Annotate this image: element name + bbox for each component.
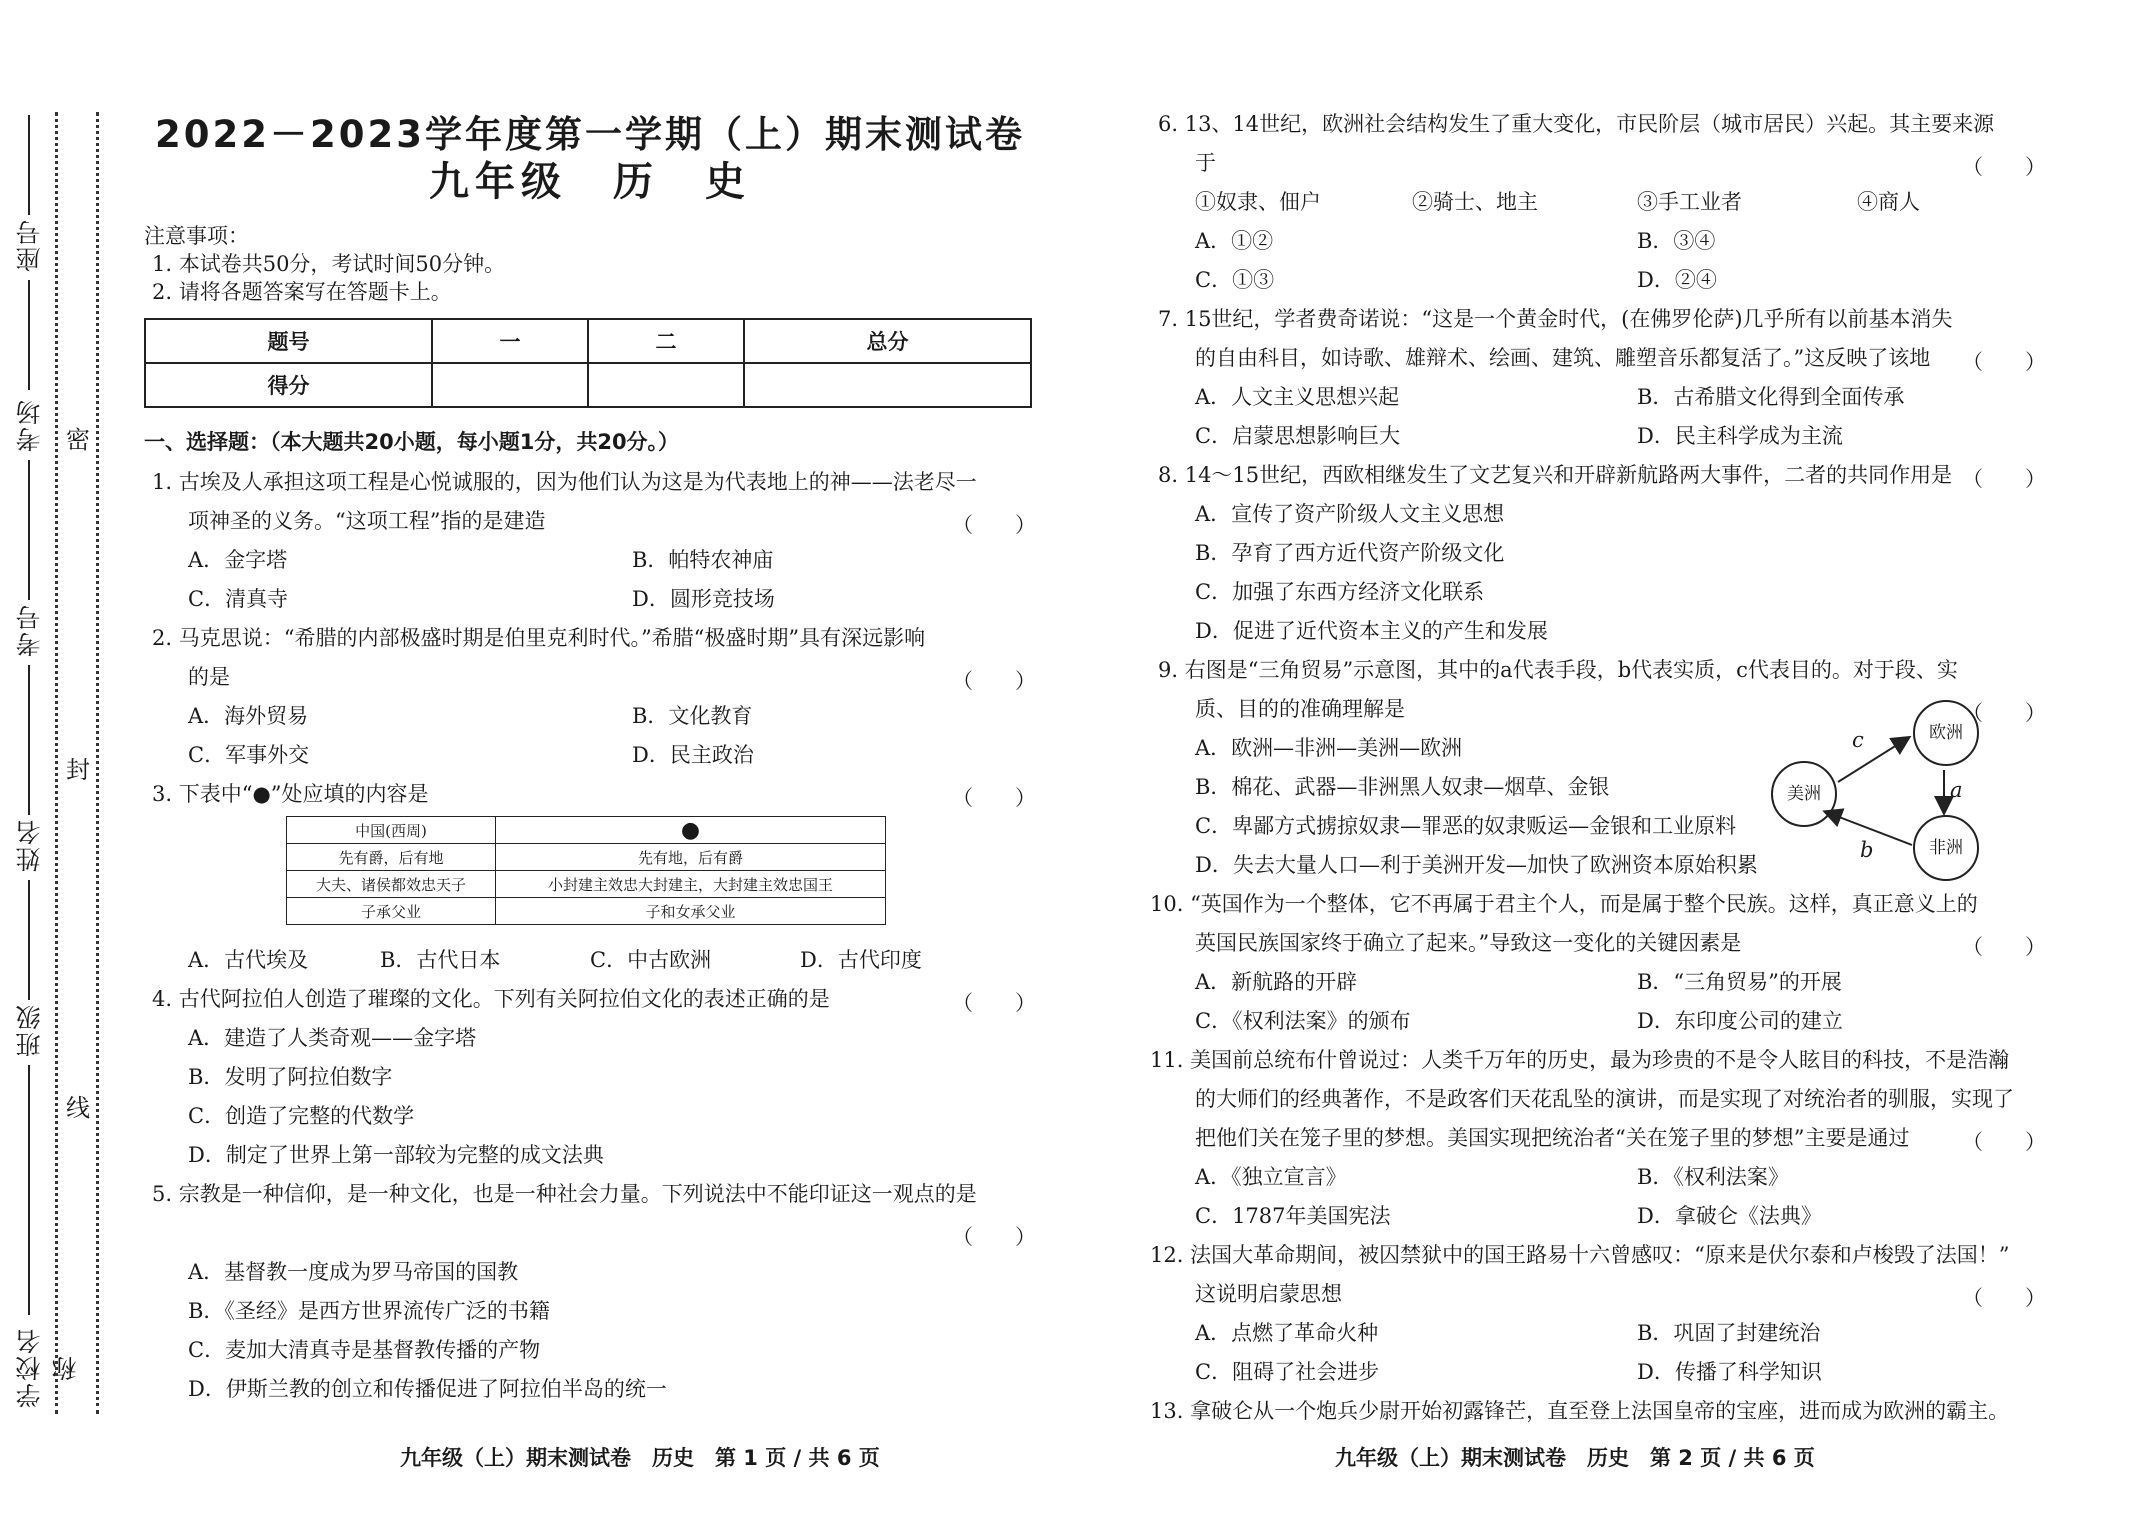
seat-number-label: 座号 — [15, 218, 44, 272]
table-cell: 子和女承父业 — [496, 898, 886, 925]
question-text: 的是 — [188, 665, 230, 689]
label-c: c — [1852, 728, 1864, 752]
seal-char-xian: 线 — [66, 1094, 90, 1122]
option: C．军事外交 — [188, 743, 310, 767]
question-text: 1. 古埃及人承担这项工程是心悦诚服的，因为他们认为这是为代表地上的神——法老尽一 — [152, 470, 977, 494]
option: D．古代印度 — [800, 948, 922, 972]
option: C．1787年美国宪法 — [1195, 1204, 1391, 1228]
option: B．发明了阿拉伯数字 — [188, 1065, 393, 1089]
table-cell: 大夫、诸侯都效忠天子 — [287, 871, 496, 898]
option: D．制定了世界上第一部较为完整的成文法典 — [188, 1143, 604, 1167]
option: C．中古欧洲 — [590, 948, 712, 972]
option: B．帕特农神庙 — [632, 548, 774, 572]
table-cell: 中国(西周) — [287, 817, 496, 844]
notice-heading: 注意事项： — [144, 224, 249, 248]
option: A．建造了人类奇观——金字塔 — [188, 1026, 477, 1050]
option: ④商人 — [1857, 190, 1920, 214]
option: A．新航路的开辟 — [1195, 970, 1358, 994]
option: ②骑士、地主 — [1412, 190, 1538, 214]
answer-bracket: （ ） — [1962, 935, 2046, 959]
score-row-label: 得分 — [145, 363, 432, 407]
table-cell: 先有地，后有爵 — [496, 844, 886, 871]
binding-line — [28, 280, 30, 390]
table-cell: 小封建主效忠大封建主，大封建主效忠国王 — [496, 871, 886, 898]
question-text: 4. 古代阿拉伯人创造了璀璨的文化。下列有关阿拉伯文化的表述正确的是 — [152, 987, 830, 1011]
table-cell: 先有爵，后有地 — [287, 844, 496, 871]
label-b: b — [1860, 838, 1874, 862]
node-america: 美洲 — [1771, 761, 1837, 827]
option: A．欧洲—非洲—美洲—欧洲 — [1195, 736, 1463, 760]
question-text: 12. 法国大革命期间，被囚禁狱中的国王路易十六曾感叹：“原来是伏尔泰和卢梭毁了法国！” — [1150, 1243, 2010, 1267]
name-label: 姓名 — [15, 818, 44, 872]
binding-line — [28, 460, 30, 600]
answer-bracket: （ ） — [1962, 467, 2046, 491]
node-europe: 欧洲 — [1913, 700, 1979, 766]
question-text: 项神圣的义务。“这项工程”指的是建造 — [188, 509, 546, 533]
binding-line — [28, 880, 30, 1000]
question-text: 英国民族国家终于确立了起来。”导致这一变化的关键因素是 — [1195, 931, 1742, 955]
option: A．点燃了革命火种 — [1195, 1321, 1379, 1345]
page-footer-left: 九年级（上）期末测试卷 历史 第 1 页 / 共 6 页 — [400, 1446, 880, 1470]
option: A．①② — [1195, 229, 1274, 253]
option: ①奴隶、佃户 — [1195, 190, 1321, 214]
option: D．拿破仑《法典》 — [1637, 1204, 1822, 1228]
option: C．清真寺 — [188, 587, 289, 611]
question-text: 于 — [1195, 151, 1216, 175]
notice-item: 1. 本试卷共50分，考试时间50分钟。 — [152, 252, 506, 276]
option: D．圆形竞技场 — [632, 587, 775, 611]
answer-bracket: （ ） — [952, 991, 1036, 1015]
question-text: 质、目的的准确理解是 — [1195, 697, 1405, 721]
answer-bracket: （ ） — [952, 669, 1036, 693]
option: C．创造了完整的代数学 — [188, 1104, 415, 1128]
question-text: 10. “英国作为一个整体，它不再属于君主个人，而是属于整个民族。这样，真正意义上的 — [1150, 892, 1978, 916]
exam-number-label: 考号 — [15, 603, 44, 657]
option: C．①③ — [1195, 268, 1275, 292]
notice-item: 2. 请将各题答案写在答题卡上。 — [152, 280, 452, 304]
option: D．民主科学成为主流 — [1637, 424, 1843, 448]
question-text: 2. 马克思说：“希腊的内部极盛时期是伯里克利时代。”希腊“极盛时期”具有深远影响 — [152, 626, 926, 650]
option: A．人文主义思想兴起 — [1195, 385, 1400, 409]
score-header-cell: 总分 — [744, 319, 1031, 363]
binding-line — [28, 665, 30, 815]
option: D．东印度公司的建立 — [1637, 1009, 1843, 1033]
option: C．《权利法案》的颁布 — [1195, 1009, 1411, 1033]
seal-dotted-line — [55, 112, 58, 1414]
section-heading: 一、选择题：（本大题共20小题，每小题1分，共20分。） — [144, 430, 680, 454]
option: A．《独立宣言》 — [1195, 1165, 1347, 1189]
question-text: 7. 15世纪，学者费奇诺说：“这是一个黄金时代，(在佛罗伦萨)几乎所有以前基本消失 — [1158, 307, 1953, 331]
answer-bracket: （ ） — [952, 786, 1036, 810]
class-label: 班级 — [15, 1003, 44, 1057]
table-cell: 子承父业 — [287, 898, 496, 925]
option: D．失去大量人口—利于美洲开发—加快了欧洲资本原始积累 — [1195, 853, 1758, 877]
score-cell — [432, 363, 588, 407]
question-text: 6. 13、14世纪，欧洲社会结构发生了重大变化，市民阶层（城市居民）兴起。其主要来源 — [1158, 112, 1995, 136]
school-name-label: 学校名称 — [15, 1327, 80, 1409]
answer-bracket: （ ） — [1962, 155, 2046, 179]
option: D．②④ — [1637, 268, 1717, 292]
option: C．加强了东西方经济文化联系 — [1195, 580, 1485, 604]
question-text: 的自由科目，如诗歌、雄辩术、绘画、建筑、雕塑音乐都复活了。”这反映了该地 — [1195, 346, 1931, 370]
option: B．古希腊文化得到全面传承 — [1637, 385, 1905, 409]
option: D．促进了近代资本主义的产生和发展 — [1195, 619, 1548, 643]
seal-char-mi: 密 — [66, 426, 90, 454]
score-cell — [588, 363, 744, 407]
question-text: 11. 美国前总统布什曾说过：人类千万年的历史，最为珍贵的不是令人眩目的科技，不是浩瀚 — [1150, 1048, 2010, 1072]
option: C．卑鄙方式掳掠奴隶—罪恶的奴隶贩运—金银和工业原料 — [1195, 814, 1737, 838]
option: B．文化教育 — [632, 704, 753, 728]
answer-bracket: （ ） — [1962, 701, 2046, 725]
option: A．金字塔 — [188, 548, 288, 572]
option: B．“三角贸易”的开展 — [1637, 970, 1842, 994]
answer-bracket: （ ） — [952, 513, 1036, 537]
option: A．古代埃及 — [188, 948, 309, 972]
answer-bracket: （ ） — [1962, 350, 2046, 374]
question-text: 的大师们的经典著作，不是政客们天花乱坠的演讲，而是实现了对统治者的驯服，实现了 — [1195, 1087, 2014, 1111]
comparison-table — [286, 816, 886, 925]
subject-title: 九年级 历 史 — [429, 159, 751, 205]
binding-line — [28, 115, 30, 215]
option: B．③④ — [1637, 229, 1716, 253]
option: A．宣传了资产阶级人文主义思想 — [1195, 502, 1505, 526]
option: B．古代日本 — [380, 948, 501, 972]
option: D．伊斯兰教的创立和传播促进了阿拉伯半岛的统一 — [188, 1377, 667, 1401]
score-cell — [744, 363, 1031, 407]
score-header-cell: 一 — [432, 319, 588, 363]
option: B．孕育了西方近代资产阶级文化 — [1195, 541, 1505, 565]
option: C．阻碍了社会进步 — [1195, 1360, 1380, 1384]
node-africa: 非洲 — [1913, 815, 1979, 881]
arrow-c — [1838, 738, 1908, 782]
answer-bracket: （ ） — [1962, 1286, 2046, 1310]
binding-line — [28, 1065, 30, 1315]
question-text: 13. 拿破仑从一个炮兵少尉开始初露锋芒，直至登上法国皇帝的宝座，进而成为欧洲的霸主。 — [1150, 1399, 2010, 1423]
option: A．基督教一度成为罗马帝国的国教 — [188, 1260, 519, 1284]
score-table — [144, 318, 1032, 408]
question-text: 5. 宗教是一种信仰，是一种文化，也是一种社会力量。下列说法中不能印证这一观点的是 — [152, 1182, 977, 1206]
seal-char-feng: 封 — [66, 756, 90, 784]
question-text: 9. 右图是“三角贸易”示意图，其中的a代表手段，b代表实质，c代表目的。对于段、实 — [1158, 658, 1958, 682]
option: ③手工业者 — [1637, 190, 1742, 214]
exam-room-label: 考场 — [15, 398, 44, 452]
option: B．巩固了封建统治 — [1637, 1321, 1821, 1345]
question-text: 8. 14～15世纪，西欧相继发生了文艺复兴和开辟新航路两大事件，二者的共同作用是 — [1158, 463, 1953, 487]
seal-dotted-line — [96, 112, 99, 1414]
exam-title: 2022－2023学年度第一学期（上）期末测试卷 — [155, 113, 1025, 156]
answer-bracket: （ ） — [952, 1225, 1036, 1249]
option: B．《权利法案》 — [1637, 1165, 1789, 1189]
label-a: a — [1950, 778, 1963, 802]
page-footer-right: 九年级（上）期末测试卷 历史 第 2 页 / 共 6 页 — [1335, 1446, 1815, 1470]
option: B．棉花、武器—非洲黑人奴隶—烟草、金银 — [1195, 775, 1610, 799]
question-text: 这说明启蒙思想 — [1195, 1282, 1342, 1306]
answer-bracket: （ ） — [1962, 1130, 2046, 1154]
option: C．启蒙思想影响巨大 — [1195, 424, 1401, 448]
option: C．麦加大清真寺是基督教传播的产物 — [188, 1338, 541, 1362]
score-header-cell: 题号 — [145, 319, 432, 363]
table-cell: ● — [496, 817, 886, 844]
option: D．传播了科学知识 — [1637, 1360, 1822, 1384]
option: B．《圣经》是西方世界流传广泛的书籍 — [188, 1299, 550, 1323]
option: D．民主政治 — [632, 743, 754, 767]
score-header-cell: 二 — [588, 319, 744, 363]
question-text: 把他们关在笼子里的梦想。美国实现把统治者“关在笼子里的梦想”主要是通过 — [1195, 1126, 1910, 1150]
question-text: 3. 下表中“●”处应填的内容是 — [152, 782, 429, 806]
option: A．海外贸易 — [188, 704, 309, 728]
